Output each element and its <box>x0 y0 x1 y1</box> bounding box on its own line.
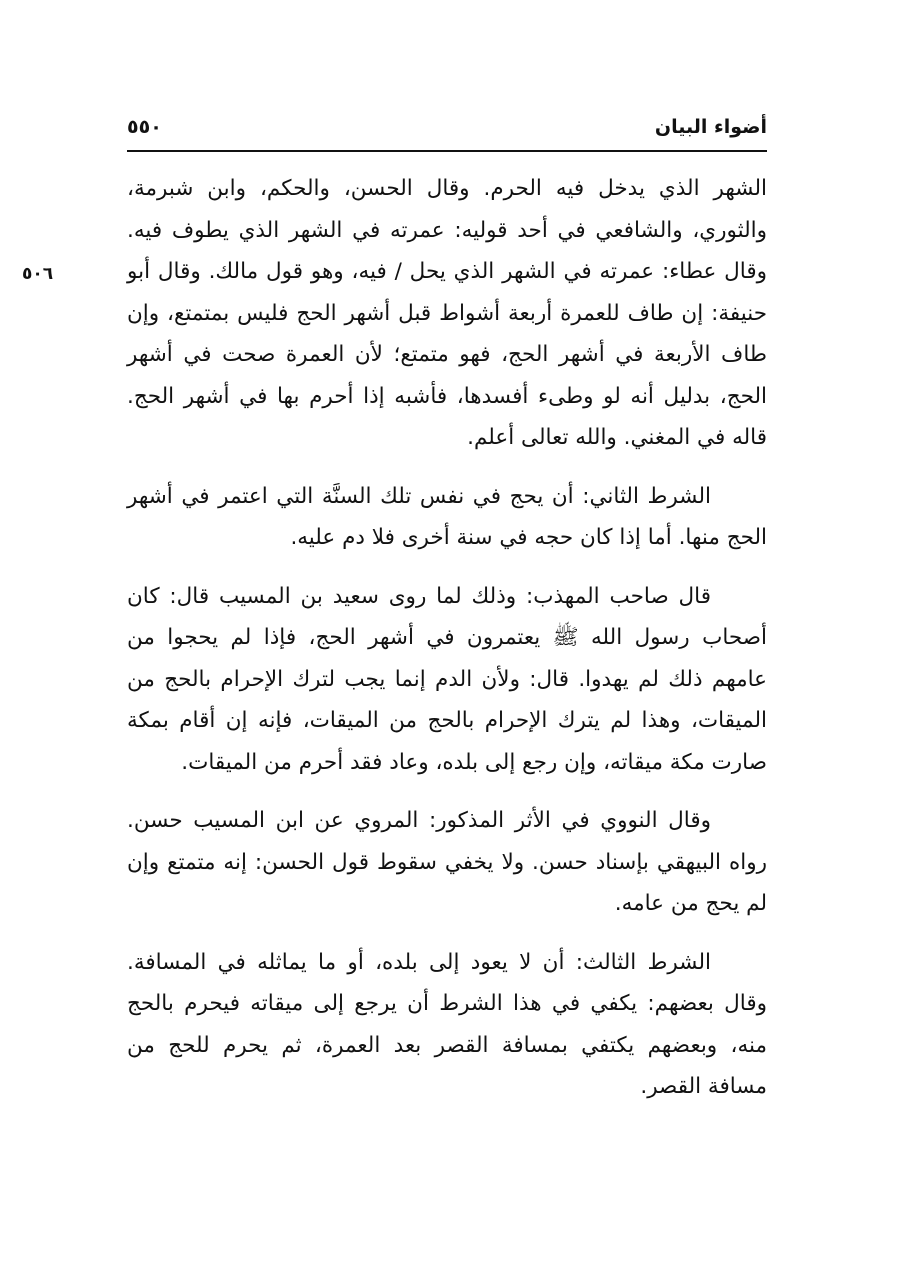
page-number: ٥٥٠ <box>127 116 162 138</box>
page-header <box>127 112 767 148</box>
header-divider <box>127 150 767 152</box>
paragraph-3: قال صاحب المهذب: وذلك لما روى سعيد بن المسيب قال: كان أصحاب رسول الله ﷺ يعتمرون في أشهر الحج، فإذا لم يحجوا من عامهم ذلك لم يهدوا. قال: ولأن الدم إنما يجب لترك الإحرام بالحج من الميقات، وهذا لم يترك الإحرام بالحج من الميقات، فإنه إن أقام بمكة صارت مكة ميقاته، وإن رجع إلى بلده، وعاد فقد أحرم من الميقات. <box>127 583 767 775</box>
body-text <box>127 168 767 1125</box>
paragraph-2: الشرط الثاني: أن يحج في نفس تلك السنَّة التي اعتمر في أشهر الحج منها. أما إذا كان حجه في سنة أخرى فلا دم عليه. <box>127 483 767 550</box>
paragraph-1: الشهر الذي يدخل فيه الحرم. وقال الحسن، والحكم، وابن شبرمة، والثوري، والشافعي في أحد قوليه: عمرته في الشهر الذي يطوف فيه. وقال عطاء: عمرته في الشهر الذي يحل / فيه، وهو قول مالك. وقال أبو حنيفة: إن طاف للعمرة أربعة أشواط قبل أشهر الحج فليس بمتمتع، وإن طاف الأربعة في أشهر الحج، فهو متمتع؛ لأن العمرة صحت في أشهر الحج، بدليل أنه لو وطىء أفسدها، فأشبه إذا أحرم بها في أشهر الحج. قاله في المغني. والله تعالى أعلم. <box>127 176 767 450</box>
margin-page-reference: ٥٠٦ <box>22 264 54 284</box>
book-title: أضواء البيان <box>654 116 767 138</box>
paragraph-5: الشرط الثالث: أن لا يعود إلى بلده، أو ما يماثله في المسافة. وقال بعضهم: يكفي في هذا الشرط أن يرجع إلى ميقاته فيحرم بالحج منه، وبعضهم يكتفي بمسافة القصر بعد العمرة، ثم يحرم للحج من مسافة القصر. <box>127 949 767 1099</box>
paragraph-4: وقال النووي في الأثر المذكور: المروي عن ابن المسيب حسن. رواه البيهقي بإسناد حسن. ولا يخفي سقوط قول الحسن: إنه متمتع وإن لم يحج من عامه. <box>127 808 767 916</box>
